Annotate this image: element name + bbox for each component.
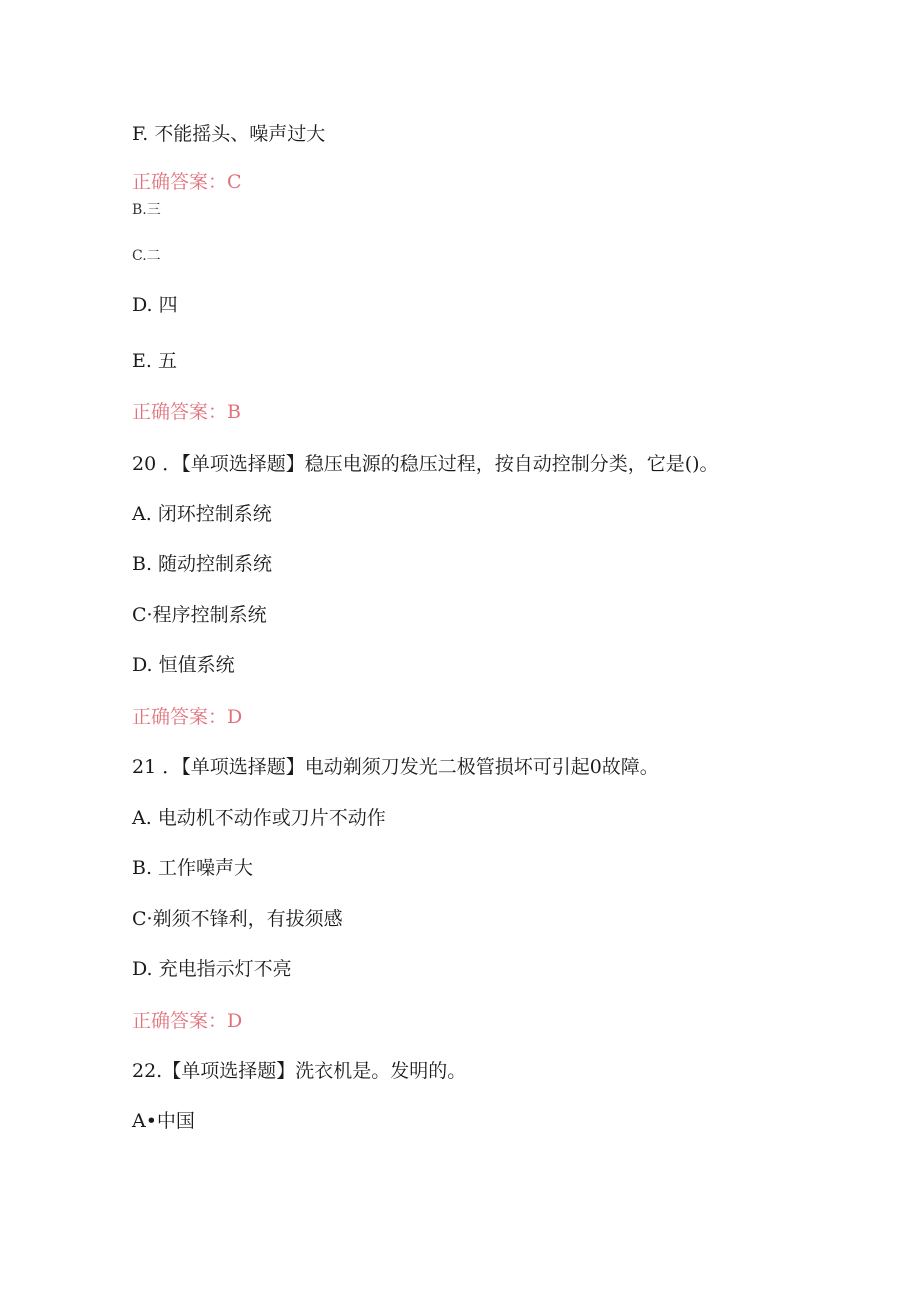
option-d-line: D. 四	[132, 294, 178, 316]
correct-answer-line: 正确答案：C	[132, 171, 242, 193]
option-c-line: C·剃须不锋利，有拔须感	[132, 908, 343, 930]
option-a-line: A. 电动机不动作或刀片不动作	[132, 807, 386, 829]
correct-answer-line: 正确答案：D	[132, 1010, 243, 1032]
option-f-line: F. 不能摇头、噪声过大	[132, 123, 326, 145]
question-20: 20 ．【单项选择题】稳压电源的稳压过程，按自动控制分类，它是()。	[132, 453, 719, 475]
option-c-line: C·程序控制系统	[132, 604, 267, 626]
option-d-line: D. 恒值系统	[132, 654, 235, 676]
option-a-line: A. 闭环控制系统	[132, 503, 272, 525]
question-22: 22.【单项选择题】洗衣机是。发明的。	[132, 1060, 467, 1082]
question-21: 21 ．【单项选择题】电动剃须刀发光二极管损坏可引起0故障。	[132, 756, 659, 778]
option-b-line: B. 工作噪声大	[132, 857, 254, 879]
correct-answer-line: 正确答案：D	[132, 706, 243, 728]
option-b-line: B.三	[132, 202, 161, 218]
option-a-line: A•中国	[132, 1110, 195, 1132]
option-e-line: E. 五	[132, 350, 177, 372]
option-d-line: D. 充电指示灯不亮	[132, 958, 292, 980]
option-c-line: C.二	[132, 248, 161, 264]
correct-answer-line: 正确答案：B	[132, 401, 241, 423]
option-b-line: B. 随动控制系统	[132, 553, 273, 575]
